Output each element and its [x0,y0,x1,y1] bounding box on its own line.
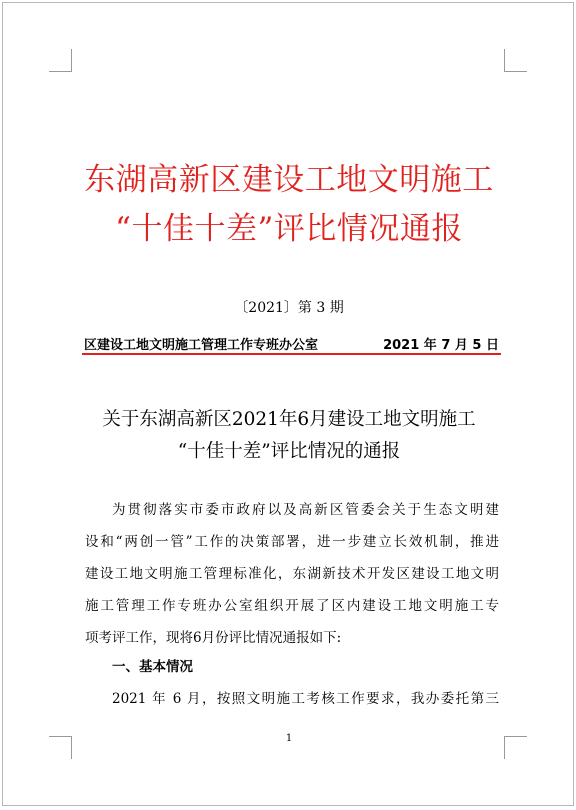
body-paragraph-line: 建设工地文明施工管理标准化，东湖新技术开发区建设工地文明 [85,566,499,582]
document-title-line1: 关于东湖高新区2021年6月建设工地文明施工 [102,409,476,430]
page-number: 1 [285,733,293,744]
body-paragraph-line: 为贯彻落实市委市政府以及高新区管委会关于生态文明建 [112,502,499,518]
issue-date: 2021 年 7 月 5 日 [383,338,499,353]
crop-mark-top-right [504,49,527,72]
red-header-title-line2: “十佳十差”评比情况通报 [115,211,463,247]
section-heading-basic-info: 一、基本情况 [112,659,193,675]
red-separator-line [82,353,501,355]
crop-mark-top-left [49,49,72,72]
issuing-office: 区建设工地文明施工管理工作专班办公室 [84,338,319,353]
body-paragraph-line: 项考评工作，现将6月份评比情况通报如下: [85,630,342,646]
issue-number: 〔2021〕第 3 期 [234,300,344,316]
body-paragraph-line: 2021 年 6 月，按照文明施工考核工作要求，我办委托第三 [112,691,499,707]
body-paragraph-line: 设和“两创一管”工作的决策部署，进一步建立长效机制，推进 [85,534,499,550]
red-header-title-line1: 东湖高新区建设工地文明施工 [84,162,494,198]
body-paragraph-line: 施工管理工作专班办公室组织开展了区内建设工地文明施工专 [85,598,499,614]
document-page [2,2,574,806]
document-title-line2: “十佳十差”评比情况的通报 [177,441,401,462]
